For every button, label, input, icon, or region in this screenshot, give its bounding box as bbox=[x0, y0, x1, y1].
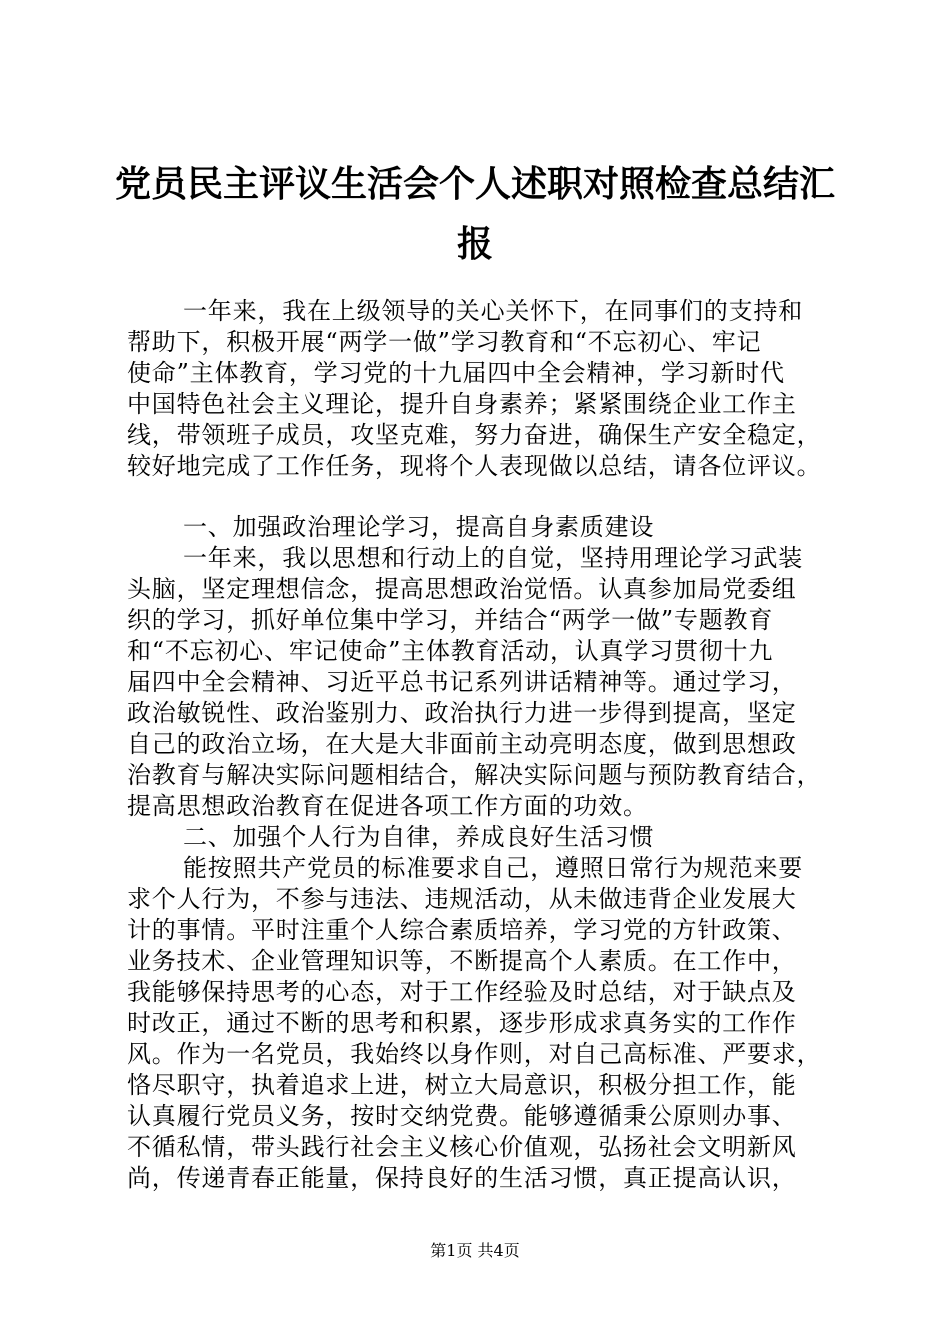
paragraph-1-line: 较好地完成了工作任务，现将个人表现做以总结，请各位评议。 bbox=[127, 452, 822, 480]
paragraph-3-line: 风。作为一名党员，我始终以身作则，对自己高标准、严要求， bbox=[127, 1040, 822, 1068]
paragraph-3-line: 时改正，通过不断的思考和积累，逐步形成求真务实的工作作 bbox=[127, 1009, 797, 1037]
paragraph-2-line: 自己的政治立场，在大是大非面前主动亮明态度，做到思想政 bbox=[127, 730, 797, 758]
paragraph-2-line: 和“不忘初心、牢记使命”主体教育活动，认真学习贯彻十九 bbox=[127, 637, 774, 665]
section-heading-2: 二、加强个人行为自律，养成良好生活习惯 bbox=[183, 823, 655, 851]
paragraph-2-line: 治教育与解决实际问题相结合，解决实际问题与预防教育结合， bbox=[127, 761, 822, 789]
page-footer: 第1页 共4页 bbox=[430, 1241, 520, 1260]
paragraph-2-line: 头脑，坚定理想信念，提高思想政治觉悟。认真参加局党委组 bbox=[127, 575, 797, 603]
paragraph-2-line: 织的学习，抓好单位集中学习，并结合“两学一做”专题教育 bbox=[127, 606, 774, 634]
paragraph-2-line: 政治敏锐性、政治鉴别力、政治执行力进一步得到提高，坚定 bbox=[127, 699, 797, 727]
paragraph-3-line: 能按照共产党员的标准要求自己，遵照日常行为规范来要 bbox=[183, 854, 803, 882]
section-heading-1: 一、加强政治理论学习，提高自身素质建设 bbox=[183, 513, 655, 541]
paragraph-2-line: 提高思想政治教育在促进各项工作方面的功效。 bbox=[127, 792, 648, 820]
paragraph-2-line: 一年来，我以思想和行动上的自觉，坚持用理论学习武装 bbox=[183, 544, 803, 572]
paragraph-1-line: 中国特色社会主义理论，提升自身素养；紧紧围绕企业工作主 bbox=[127, 390, 797, 418]
paragraph-1-line: 一年来，我在上级领导的关心关怀下，在同事们的支持和 bbox=[183, 297, 803, 325]
paragraph-2-line: 届四中全会精神、习近平总书记系列讲话精神等。通过学习， bbox=[127, 668, 797, 696]
paragraph-1-line: 线，带领班子成员，攻坚克难，努力奋进，确保生产安全稳定， bbox=[127, 421, 822, 449]
paragraph-3-line: 认真履行党员义务，按时交纳党费。能够遵循秉公原则办事、 bbox=[127, 1102, 797, 1130]
document-title-line-1: 党员民主评议生活会个人述职对照检查总结汇 bbox=[114, 164, 835, 205]
paragraph-1-line: 使命”主体教育，学习党的十九届四中全会精神，学习新时代 bbox=[127, 359, 785, 387]
paragraph-3-line: 不循私情，带头践行社会主义核心价值观，弘扬社会文明新风 bbox=[127, 1133, 797, 1161]
paragraph-1-line: 帮助下，积极开展“两学一做”学习教育和“不忘初心、牢记 bbox=[127, 328, 762, 356]
paragraph-3-line: 业务技术、企业管理知识等，不断提高个人素质。在工作中， bbox=[127, 947, 797, 975]
document-title-line-2: 报 bbox=[456, 224, 493, 265]
paragraph-gap bbox=[127, 482, 833, 512]
paragraph-3-line: 尚，传递青春正能量，保持良好的生活习惯，真正提高认识， bbox=[127, 1164, 797, 1192]
paragraph-3-line: 计的事情。平时注重个人综合素质培养，学习党的方针政策、 bbox=[127, 916, 797, 944]
document-body bbox=[127, 296, 833, 1194]
paragraph-3-line: 恪尽职守，执着追求上进，树立大局意识，积极分担工作，能 bbox=[127, 1071, 797, 1099]
paragraph-3-line: 我能够保持思考的心态，对于工作经验及时总结，对于缺点及 bbox=[127, 978, 797, 1006]
paragraph-3-line: 求个人行为，不参与违法、违规活动，从未做违背企业发展大 bbox=[127, 885, 797, 913]
